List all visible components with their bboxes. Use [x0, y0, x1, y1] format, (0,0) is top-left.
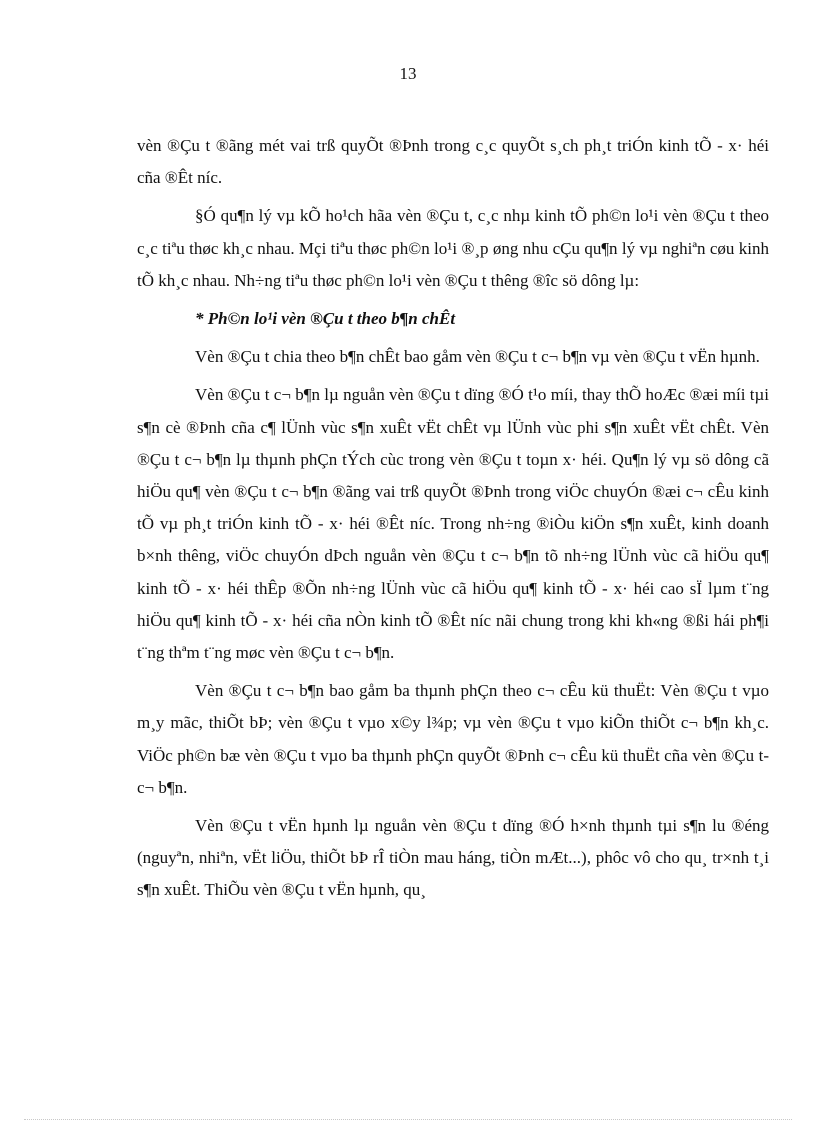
page-bottom-rule	[24, 1119, 792, 1120]
paragraph-operating-capital: Vèn ®Çu t vËn hµnh lµ nguån vèn ®Çu t dïng ®Ó h×nh thµnh tµi s¶n lu ®éng (nguyªn, nhiªn, vËt liÖu, thiÕt bÞ rÎ tiÒn mau háng, tiÒn mÆt...), phôc vô cho qu¸ tr×nh t¸i s¶n xuÊt. ThiÕu vèn ®Çu t vËn hµnh, qu¸	[137, 816, 769, 900]
paragraph-basic-capital-components: Vèn ®Çu t c¬ b¶n bao gåm ba thµnh phÇn theo c¬ cÊu kü thuËt: Vèn ®Çu t vµo m¸y mãc, thiÕt bÞ; vèn ®Çu t vµo x©y l¾p; vµ vèn ®Çu t vµo kiÕn thiÕt c¬ b¶n kh¸c. ViÖc ph©n bæ vèn ®Çu t vµo ba thµnh phÇn quyÕt ®Þnh c¬ cÊu kü thuËt cña vèn ®Çu t c¬ b¶n.	[137, 681, 769, 797]
section-heading: * Ph©n lo¹i vèn ®Çu t theo b¶n chÊt	[195, 309, 456, 329]
paragraph-basic-capital: Vèn ®Çu t c¬ b¶n lµ nguån vèn ®Çu t dïng ®Ó t¹o míi, thay thÕ hoÆc ®æi míi tµi s¶n cè ®Þnh cña c¶ lÜnh vùc s¶n xuÊt vËt chÊt vµ lÜnh vùc phi s¶n xuÊt vËt chÊt. Vèn ®Çu t c¬ b¶n lµ thµnh phÇn tÝch cùc trong vèn ®Çu t toµn x· héi. Qu¶n lý vµ sö dông cã hiÖu qu¶ vèn ®Çu t c¬ b¶n ®ãng vai trß quyÕt ®Þnh trong viÖc chuyÓn ®æi c¬ cÊu kinh tÕ vµ ph¸t triÓn kinh tÕ - x· héi ®Êt níc. Trong nh÷ng ®iÒu kiÖn s¶n xuÊt, kinh doanh b×nh thêng, viÖc chuyÓn dÞch nguån vèn ®Çu t c¬ b¶n tõ nh÷ng lÜnh vùc cã hiÖu qu¶ kinh tÕ - x· héi thÊp ®Õn nh÷ng lÜnh vùc cã hiÖu qu¶ kinh tÕ - x· héi cao sÏ lµm t¨ng hiÖu qu¶ kinh tÕ - x· héi cña nÒn kinh tÕ ®Êt níc nãi chung trong khi kh«ng ®ßi hái ph¶i t¨ng thªm t¨ng møc vèn ®Çu t c¬ b¶n.	[137, 385, 769, 663]
document-body	[137, 130, 769, 913]
paragraph-continuation: vèn ®Çu t ®ãng mét vai trß quyÕt ®Þnh trong c¸c quyÕt s¸ch ph¸t triÓn kinh tÕ - x· héi cña ®Êt níc.	[137, 136, 769, 188]
paragraph-capital-by-nature: Vèn ®Çu t chia theo b¶n chÊt bao gåm vèn ®Çu t c¬ b¶n vµ vèn ®Çu t vËn hµnh.	[195, 347, 760, 367]
page-number: 13	[399, 64, 417, 83]
paragraph-classification-intro: §Ó qu¶n lý vµ kÕ ho¹ch hãa vèn ®Çu t, c¸c nhµ kinh tÕ ph©n lo¹i vèn ®Çu t theo c¸c tiªu thøc kh¸c nhau. Mçi tiªu thøc ph©n lo¹i ®¸p øng nhu cÇu qu¶n lý vµ nghiªn cøu kinh tÕ kh¸c nhau. Nh÷ng tiªu thøc ph©n lo¹i vèn ®Çu t thêng ®îc sö dông lµ:	[137, 206, 769, 290]
